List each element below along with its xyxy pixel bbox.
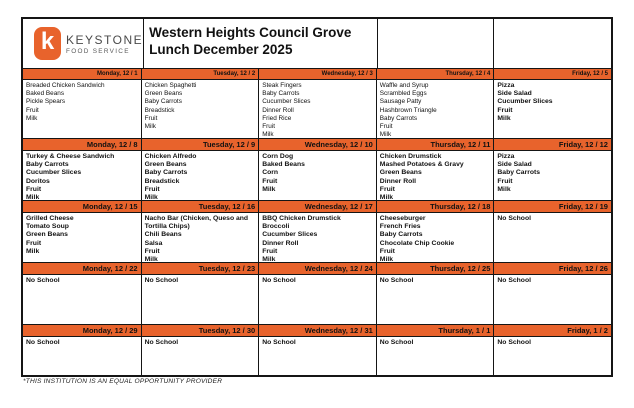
menu-item: Cheeseburger xyxy=(379,215,426,222)
date-header: Tuesday, 12 / 30 xyxy=(141,325,259,336)
week-row xyxy=(23,324,611,375)
page-title xyxy=(144,19,377,68)
menu-item: Baby Carrots xyxy=(144,98,182,106)
menu-item: Fruit xyxy=(262,123,275,131)
date-header: Friday, 1 / 2 xyxy=(493,325,611,336)
day-cell xyxy=(23,275,141,324)
day-cell xyxy=(258,275,376,324)
menu-item: Fruit xyxy=(497,106,513,114)
week-row xyxy=(23,262,611,324)
menu-item: Baked Beans xyxy=(262,161,305,169)
day-cell xyxy=(493,337,611,375)
menu-item: Fruit xyxy=(379,185,395,193)
menu-item: Waffle and Syrup xyxy=(379,82,429,89)
week-date-bar xyxy=(23,201,611,213)
menu-item: Fried Rice xyxy=(262,114,292,122)
day-cell xyxy=(258,213,376,262)
menu-item: No School xyxy=(497,215,531,222)
menu-item: Steak Fingers xyxy=(262,82,302,89)
week-date-bar xyxy=(23,325,611,337)
menu-item: Milk xyxy=(262,131,274,138)
keystone-logo-icon: k xyxy=(34,27,61,60)
menu-item: Cucumber Slices xyxy=(262,98,311,106)
menu-item: Cucumber Slices xyxy=(262,231,318,239)
date-header: Friday, 12 / 5 xyxy=(493,69,611,79)
menu-item: Milk xyxy=(26,194,40,200)
menu-item: Cucumber Slices xyxy=(26,169,82,177)
menu-item: Baby Carrots xyxy=(497,169,541,177)
menu-item: Milk xyxy=(26,114,38,122)
menu-item: Milk xyxy=(144,256,158,262)
menu-item: No School xyxy=(144,277,179,284)
date-header: Thursday, 12 / 18 xyxy=(376,201,494,212)
day-cell xyxy=(376,337,494,375)
menu-item: Hashbrown Triangle xyxy=(379,106,437,114)
week-date-bar xyxy=(23,139,611,151)
menu-item: Baby Carrots xyxy=(144,169,188,177)
date-header: Tuesday, 12 / 16 xyxy=(141,201,259,212)
menu-item: Green Beans xyxy=(379,169,422,177)
menu-item: No School xyxy=(497,339,531,346)
date-header: Friday, 12 / 26 xyxy=(493,263,611,274)
date-header: Monday, 12 / 1 xyxy=(97,71,138,77)
day-cell xyxy=(376,275,494,324)
footer-note: *THIS INSTITUTION IS AN EQUAL OPPORTUNITY PROVIDER xyxy=(23,378,223,385)
day-cell xyxy=(141,80,259,138)
menu-item: Chili Beans xyxy=(144,231,182,239)
menu-item: Dinner Roll xyxy=(262,106,294,114)
logo xyxy=(23,19,144,68)
menu-item: Milk xyxy=(262,256,276,262)
menu-item: Milk xyxy=(379,131,392,138)
day-cell xyxy=(258,337,376,375)
menu-item: Milk xyxy=(497,114,511,122)
menu-item: Turkey & Cheese Sandwich xyxy=(26,153,115,160)
menu-item: Milk xyxy=(497,185,511,193)
week-row xyxy=(23,138,611,200)
menu-item: Green Beans xyxy=(144,161,187,169)
menu-item: Cucumber Slices xyxy=(497,98,553,106)
day-cell xyxy=(23,337,141,375)
menu-item: Baked Beans xyxy=(26,90,65,98)
date-header: Wednesday, 12 / 31 xyxy=(258,325,376,336)
date-header: Tuesday, 12 / 9 xyxy=(141,139,259,150)
menu-item: Breadstick xyxy=(144,177,180,185)
menu-item: Scrambled Eggs xyxy=(379,90,427,98)
date-header: Monday, 12 / 8 xyxy=(86,140,138,149)
menu-item: No School xyxy=(379,277,414,284)
menu-item: BBQ Chicken Drumstick xyxy=(262,215,341,222)
day-cell xyxy=(376,80,494,138)
date-header: Thursday, 1 / 1 xyxy=(376,325,494,336)
menu-item: Doritos xyxy=(26,177,50,185)
day-cell xyxy=(493,213,611,262)
menu-item: Broccoli xyxy=(262,223,290,231)
brand-name: KEYSTONE xyxy=(66,32,144,47)
date-header: Friday, 12 / 19 xyxy=(493,201,611,212)
date-header: Tuesday, 12 / 2 xyxy=(141,69,259,79)
date-header: Wednesday, 12 / 17 xyxy=(258,201,376,212)
menu-item: Milk xyxy=(144,194,158,200)
date-header: Thursday, 12 / 25 xyxy=(376,263,494,274)
menu-item: Chocolate Chip Cookie xyxy=(379,239,455,247)
menu-item: Pickle Spears xyxy=(26,98,66,106)
menu-item: Baby Carrots xyxy=(26,161,69,169)
menu-item: Tomato Soup xyxy=(26,223,69,231)
menu-item: No School xyxy=(26,339,60,346)
menu-item: Fruit xyxy=(144,185,160,193)
day-cell xyxy=(23,213,141,262)
menu-item: Fruit xyxy=(144,247,160,255)
header-empty-cell xyxy=(494,19,611,68)
menu-item: Side Salad xyxy=(497,161,532,169)
menu-item: Corn xyxy=(262,169,279,177)
menu-item: Corn Dog xyxy=(262,153,294,160)
menu-item: Dinner Roll xyxy=(262,239,299,247)
menu-item: Chicken Drumstick xyxy=(379,153,442,160)
date-header: Wednesday, 12 / 10 xyxy=(258,139,376,150)
menu-item: Dinner Roll xyxy=(379,177,417,185)
menu-item: Milk xyxy=(144,123,156,131)
menu-item: Chicken Spaghetti xyxy=(144,82,197,89)
date-header: Monday, 12 / 22 xyxy=(82,264,138,273)
menu-item: Baby Carrots xyxy=(379,114,418,122)
menu-item: No School xyxy=(262,339,296,346)
page-title-line1: Western Heights Council Grove xyxy=(149,25,352,40)
menu-item: Salsa xyxy=(144,239,163,247)
day-cell xyxy=(493,151,611,200)
menu-item: No School xyxy=(26,277,60,284)
menu-item: Milk xyxy=(26,247,40,255)
menu-item: Fruit xyxy=(262,177,278,185)
date-header: Thursday, 12 / 11 xyxy=(376,139,494,150)
menu-item: Milk xyxy=(379,256,394,262)
date-header: Monday, 12 / 29 xyxy=(82,326,138,335)
menu-item: French Fries xyxy=(379,223,421,231)
day-cell xyxy=(141,337,259,375)
menu-item: Breadstick xyxy=(144,106,175,114)
week-menu-row xyxy=(23,337,611,375)
day-cell xyxy=(23,151,141,200)
menu-item: Side Salad xyxy=(497,90,532,98)
day-cell xyxy=(376,151,494,200)
menu-item: Milk xyxy=(262,185,276,193)
calendar-grid xyxy=(23,68,611,375)
week-menu-row xyxy=(23,151,611,200)
date-header: Wednesday, 12 / 24 xyxy=(258,263,376,274)
week-date-bar xyxy=(23,69,611,80)
day-cell xyxy=(141,213,259,262)
week-menu-row xyxy=(23,80,611,138)
week-menu-row xyxy=(23,213,611,262)
brand-subtitle: FOOD SERVICE xyxy=(66,47,130,55)
day-cell xyxy=(493,275,611,324)
menu-item: Fruit xyxy=(379,123,393,131)
date-header: Thursday, 12 / 4 xyxy=(376,69,494,79)
date-header: Wednesday, 12 / 3 xyxy=(258,69,376,79)
menu-item: Green Beans xyxy=(144,90,183,98)
day-cell xyxy=(258,80,376,138)
menu-item: Fruit xyxy=(144,114,158,122)
menu-item: No School xyxy=(144,339,179,346)
menu-item: No School xyxy=(262,277,296,284)
menu-item: Breaded Chicken Sandwich xyxy=(26,82,105,89)
week-row xyxy=(23,68,611,138)
week-menu-row xyxy=(23,275,611,324)
menu-item: Chicken Alfredo xyxy=(144,153,197,160)
menu-item: Baby Carrots xyxy=(379,231,423,239)
menu-item: Fruit xyxy=(379,247,395,255)
menu-item: Milk xyxy=(379,194,394,200)
date-header: Monday, 12 / 15 xyxy=(82,202,138,211)
day-cell xyxy=(493,80,611,138)
date-header: Friday, 12 / 12 xyxy=(493,139,611,150)
page-title-line2: Lunch December 2025 xyxy=(149,42,293,57)
menu-item: Nacho Bar (Chicken, Queso and Tortilla Chips) xyxy=(144,215,249,231)
day-cell xyxy=(141,151,259,200)
day-cell xyxy=(376,213,494,262)
brand-text xyxy=(66,33,143,55)
menu-item: Fruit xyxy=(497,177,513,185)
menu-item: Green Beans xyxy=(26,231,68,239)
menu-item: Fruit xyxy=(26,239,42,247)
menu-item: Baby Carrots xyxy=(262,90,300,98)
day-cell xyxy=(141,275,259,324)
date-header: Tuesday, 12 / 23 xyxy=(141,263,259,274)
week-date-bar xyxy=(23,263,611,275)
menu-sheet xyxy=(21,17,613,377)
menu-item: Fruit xyxy=(26,185,42,193)
day-cell xyxy=(23,80,141,138)
menu-item: No School xyxy=(379,339,414,346)
week-row xyxy=(23,200,611,262)
menu-item: No School xyxy=(497,277,531,284)
sheet-header xyxy=(23,19,611,68)
menu-item: Grilled Cheese xyxy=(26,215,74,222)
header-empty-cell xyxy=(378,19,495,68)
menu-item: Mashed Potatoes & Gravy xyxy=(379,161,464,169)
menu-item: Fruit xyxy=(26,106,39,114)
menu-item: Pizza xyxy=(497,153,515,160)
menu-item: Fruit xyxy=(262,247,278,255)
day-cell xyxy=(258,151,376,200)
menu-item: Pizza xyxy=(497,82,515,89)
menu-item: Sausage Patty xyxy=(379,98,422,106)
